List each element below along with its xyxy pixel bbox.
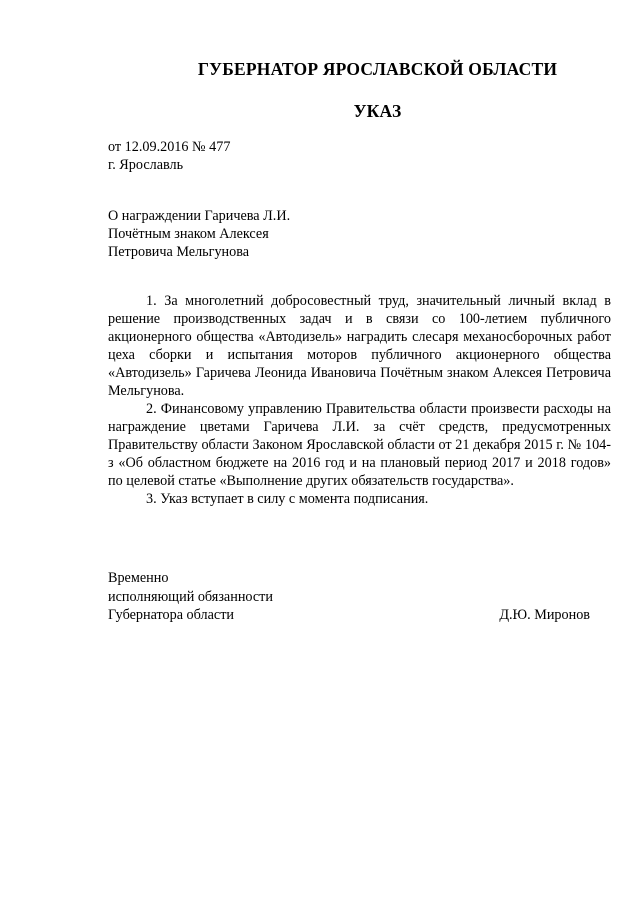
signatory-title-line: Губернатора области	[108, 607, 234, 623]
decree-body	[108, 292, 611, 508]
subject-line: Почётным знаком Алексея	[108, 226, 269, 242]
issue-city: г. Ярославль	[108, 157, 184, 173]
signatory-row	[108, 606, 590, 625]
decree-paragraph-3: 3. Указ вступает в силу с момента подписания.	[146, 491, 429, 507]
signature-block	[108, 569, 590, 625]
date-and-number: от 12.09.2016 № 477	[108, 139, 231, 155]
document-type-title: УКАЗ	[353, 101, 402, 121]
document-subject	[108, 207, 290, 261]
document-meta	[108, 138, 230, 174]
issuing-authority-title: ГУБЕРНАТОР ЯРОСЛАВСКОЙ ОБЛАСТИ	[197, 59, 558, 79]
subject-line: О награждении Гаричева Л.И.	[108, 208, 291, 224]
signatory-title-line: исполняющий обязанности	[108, 588, 273, 605]
decree-paragraph-2: 2. Финансовому управлению Правительства области произвести расходы на награждение цветами Гаричева Л.И. за счёт средств, предусмотренных Правительству области Законом Ярославской области от 21 декабря 2015 г. № 104-з «Об областном бюджете на 2016 год и на плановый период 2017 и 2018 годов» по целевой статье «Выполнение других обязательств государства».	[108, 401, 611, 489]
signatory-name: Д.Ю. Миронов	[499, 607, 590, 623]
decree-paragraph-1: 1. За многолетний добросовестный труд, значительный личный вклад в решение производственных задач и в связи со 100-летием публичного акционерного общества «Автодизель» наградить слесаря механосборочных работ цеха сборки и испытания моторов публичного акционерного общества «Автодизель» Гаричева Леонида Ивановича Почётным знаком Алексея Петровича Мельгунова.	[108, 293, 611, 399]
signatory-title-line: Временно	[108, 570, 169, 586]
subject-line: Петровича Мельгунова	[108, 244, 250, 260]
